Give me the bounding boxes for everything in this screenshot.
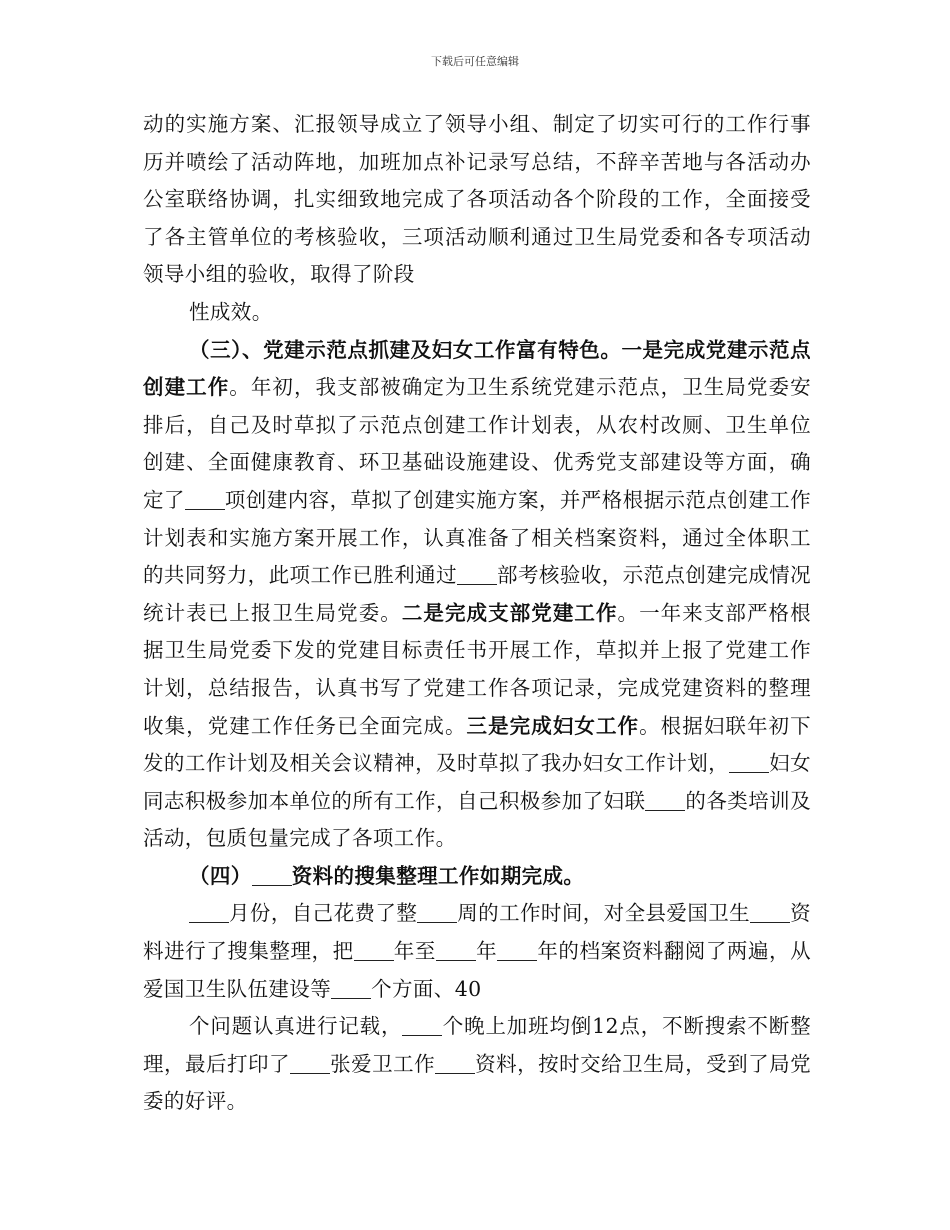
subsection-3-text-c: 的各类培训及活动，包质包量完成了各项工作。 — [143, 788, 811, 851]
blank-field — [189, 901, 229, 924]
subsection-1-title: 一是完成党建示范点创建工作 — [143, 337, 811, 400]
section-4-heading-a: （四） — [189, 863, 252, 888]
paragraph-6-text-b: 个晚上加班均倒12点，不断搜索不断整理，最后打印了 — [143, 1014, 811, 1076]
subsection-1-text-b: 项创建内容，草拟了创建实施方案，并严格根据示范点创建工作计划表和实施方案开展工作，认真准备了相关档案资料，通过全体职工的共同努力，此项工作已胜利通过 — [143, 487, 811, 588]
blank-field — [417, 901, 457, 924]
paragraph-5-text-a: 月份，自己花费了整 — [229, 901, 418, 926]
blank-field — [402, 1014, 442, 1037]
paragraph-5-text-c: 资料进行了搜集整理，把 — [143, 901, 811, 964]
blank-field — [436, 939, 476, 962]
paragraph-6 — [143, 1008, 811, 1121]
section-4-heading-b: 资料的搜集整理工作如期完成。 — [291, 863, 585, 888]
paragraph-5-text-f: 年的档案资料翻阅了两遍，从爱国卫生队伍建设等 — [143, 939, 811, 1001]
page-header: 下载后可任意编辑 — [431, 55, 519, 68]
subsection-1-text-c: 部考核验收，示范点创建完成情况统计表已上报卫生局党委。 — [143, 563, 811, 625]
blank-field — [729, 751, 769, 774]
blank-field — [252, 863, 292, 886]
blank-field — [435, 1051, 475, 1074]
paragraph-5 — [143, 895, 811, 1008]
paragraph-6-text-c: 张爱卫工作 — [329, 1051, 436, 1076]
blank-field — [497, 939, 537, 962]
paragraph-5-text-b: 周的工作时间，对全县爱国卫生 — [457, 901, 751, 926]
document-body — [143, 106, 811, 1121]
paragraph-5-text-d: 年至 — [393, 939, 436, 964]
subsection-3-title: 三是完成妇女工作 — [466, 713, 640, 738]
paragraph-5-text-e: 年 — [475, 939, 498, 964]
paragraph-6-text-d: 资料，按时交给卫生局，受到了局党委的好评。 — [143, 1051, 811, 1114]
blank-field — [645, 788, 685, 811]
subsection-3-text-a: 。根据妇联年初下发的工作计划及相关会议精神，及时草拟了我办妇女工作计划， — [143, 713, 811, 776]
subsection-3-text-b: 妇女同志积极参加本单位的所有工作，自己积极参加了妇联 — [143, 751, 811, 813]
paragraph-3 — [143, 332, 811, 858]
blank-field — [457, 563, 497, 586]
subsection-2-title: 二是完成支部党建工作 — [401, 600, 618, 625]
subsection-2-text: 。一年来支部严格根据卫生局党委下发的党建目标责任书开展工作，草拟并上报了党建工作计划，总结报告，认真书写了党建工作各项记录，完成党建资料的整理收集，党建工作任务已全面完成。 — [143, 600, 812, 738]
subsection-1-text-a: 。年初，我支部被确定为卫生系统党建示范点，卫生局党委安排后，自己及时草拟了示范点创建工作计划表，从农村改厕、卫生单位创建、全面健康教育、环卫基础设施建设、优秀党支部建设等方面，确定了 — [143, 375, 811, 512]
blank-field — [750, 901, 790, 924]
paragraph-6-text-a: 个问题认真进行记载， — [189, 1014, 403, 1039]
blank-field — [331, 976, 371, 999]
paragraph-1 — [143, 106, 811, 294]
section-3-heading: （三）、党建示范点抓建及妇女工作富有特色。 — [189, 337, 622, 362]
blank-field — [185, 487, 225, 510]
paragraph-2 — [143, 294, 811, 332]
paragraph-1-text: 动的实施方案、汇报领导成立了领导小组、制定了切实可行的工作行事历并喷绘了活动阵地，加班加点补记录写总结，不辞辛苦地与各活动办公室联络协调，扎实细致地完成了各项活动各个阶段的工作，全面接受了各主管单位的考核验收，三项活动顺利通过卫生局党委和各专项活动领导小组的验收，取得了阶段 — [143, 112, 811, 287]
paragraph-4 — [143, 858, 811, 896]
blank-field — [354, 939, 394, 962]
paragraph-5-text-g: 个方面、40 — [371, 976, 482, 1001]
blank-field — [290, 1051, 330, 1074]
paragraph-2-text: 性成效。 — [189, 299, 273, 324]
